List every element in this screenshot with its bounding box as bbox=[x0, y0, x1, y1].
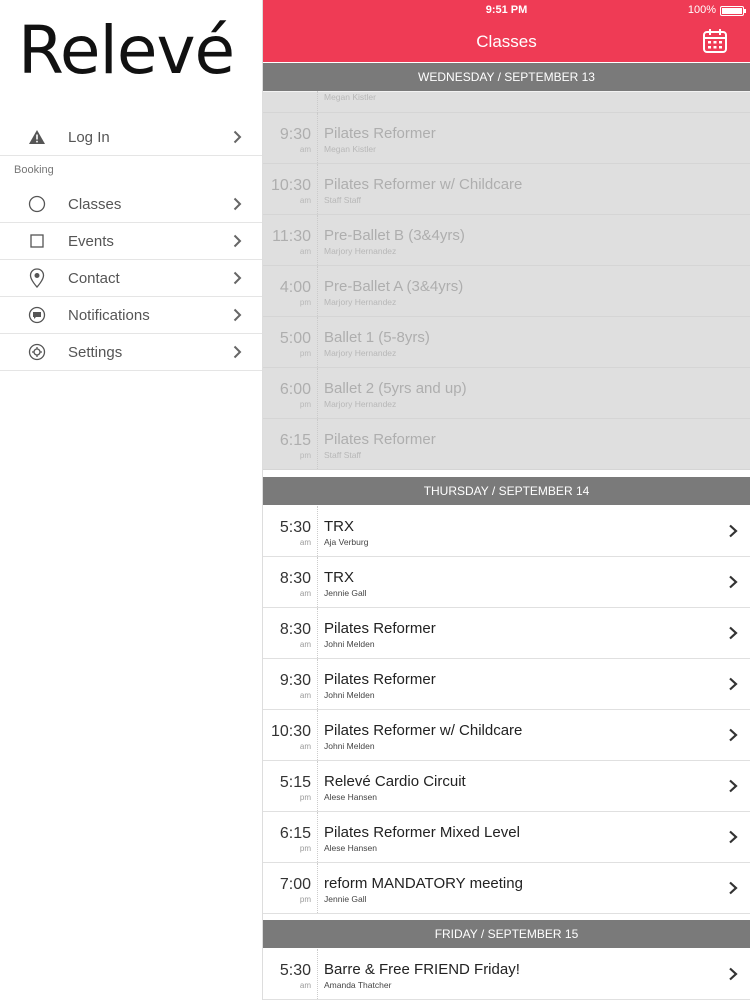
battery-icon bbox=[720, 6, 744, 16]
instructor-name: Alese Hansen bbox=[324, 792, 377, 802]
chevron-right-icon bbox=[728, 728, 738, 742]
class-time: 5:30 bbox=[279, 962, 311, 979]
class-name: Pilates Reformer bbox=[324, 671, 436, 688]
class-name: Pilates Reformer bbox=[324, 125, 436, 142]
class-ampm: am bbox=[299, 691, 311, 700]
table-row[interactable] bbox=[263, 215, 750, 266]
class-name: Ballet 1 (5-8yrs) bbox=[324, 329, 430, 346]
sidebar-item-contact[interactable] bbox=[0, 260, 262, 297]
table-row[interactable] bbox=[263, 317, 750, 368]
class-time: 11:30 bbox=[272, 228, 311, 245]
class-time: 7:00 bbox=[279, 876, 311, 893]
class-time: 6:15 bbox=[279, 825, 311, 842]
class-ampm: pm bbox=[299, 451, 311, 460]
class-name: Pilates Reformer bbox=[324, 620, 436, 637]
table-row[interactable] bbox=[263, 164, 750, 215]
class-time: 8:30 bbox=[279, 570, 311, 587]
sidebar-item-label: Notifications bbox=[68, 306, 150, 324]
class-ampm: pm bbox=[299, 298, 311, 307]
class-ampm: am bbox=[299, 640, 311, 649]
sidebar bbox=[0, 0, 263, 1000]
class-name: TRX bbox=[324, 569, 354, 586]
table-row[interactable] bbox=[263, 266, 750, 317]
status-time: 9:51 PM bbox=[485, 4, 528, 16]
instructor-name: Staff Staff bbox=[324, 450, 362, 460]
class-name: Pilates Reformer bbox=[324, 431, 436, 448]
chevron-right-icon bbox=[230, 130, 244, 144]
table-row[interactable] bbox=[263, 368, 750, 419]
class-time: 8:30 bbox=[279, 621, 311, 638]
table-row[interactable] bbox=[263, 761, 750, 812]
table-row-partial[interactable] bbox=[263, 91, 750, 113]
instructor-name: Megan Kistler bbox=[324, 92, 376, 102]
class-name: Pre-Ballet A (3&4yrs) bbox=[324, 278, 464, 295]
chevron-right-icon bbox=[728, 524, 738, 538]
instructor-name: Amanda Thatcher bbox=[324, 980, 392, 990]
sidebar-item-classes[interactable] bbox=[0, 186, 262, 223]
class-ampm: am bbox=[299, 589, 311, 598]
instructor-name: Marjory Hernandez bbox=[324, 399, 397, 409]
class-name: Pilates Reformer w/ Childcare bbox=[324, 722, 523, 739]
chevron-right-icon bbox=[230, 234, 244, 248]
instructor-name: Jennie Gall bbox=[324, 894, 367, 904]
sidebar-item-notifications[interactable] bbox=[0, 297, 262, 334]
login-item[interactable] bbox=[0, 119, 262, 156]
class-time: 10:30 bbox=[270, 177, 311, 194]
circle-icon bbox=[27, 194, 47, 214]
class-time: 10:30 bbox=[270, 723, 311, 740]
login-label: Log In bbox=[68, 128, 110, 146]
class-name: reform MANDATORY meeting bbox=[324, 875, 523, 892]
page-title: Classes bbox=[476, 32, 537, 51]
map-pin-icon bbox=[27, 268, 47, 288]
table-row[interactable] bbox=[263, 506, 750, 557]
gear-icon bbox=[27, 342, 47, 362]
table-row[interactable] bbox=[263, 949, 750, 1000]
chevron-right-icon bbox=[728, 626, 738, 640]
chevron-right-icon bbox=[728, 967, 738, 981]
class-name: Relevé Cardio Circuit bbox=[324, 773, 466, 790]
instructor-name: Marjory Hernandez bbox=[324, 348, 397, 358]
chevron-right-icon bbox=[728, 881, 738, 895]
class-time: 6:15 bbox=[279, 432, 311, 449]
chevron-right-icon bbox=[230, 197, 244, 211]
square-icon bbox=[27, 231, 47, 251]
day-header: THURSDAY / SEPTEMBER 14 bbox=[263, 477, 750, 505]
battery-percent: 100% bbox=[687, 4, 716, 16]
instructor-name: Staff Staff bbox=[324, 195, 362, 205]
class-time: 4:00 bbox=[279, 279, 311, 296]
instructor-name: Johni Melden bbox=[324, 741, 375, 751]
table-row[interactable] bbox=[263, 659, 750, 710]
class-ampm: am bbox=[299, 145, 311, 154]
instructor-name: Marjory Hernandez bbox=[324, 297, 397, 307]
chevron-right-icon bbox=[230, 271, 244, 285]
instructor-name: Marjory Hernandez bbox=[324, 246, 397, 256]
class-time: 5:30 bbox=[279, 519, 311, 536]
table-row[interactable] bbox=[263, 710, 750, 761]
class-ampm: am bbox=[299, 981, 311, 990]
status-bar bbox=[263, 0, 750, 22]
class-name: Pre-Ballet B (3&4yrs) bbox=[324, 227, 465, 244]
class-ampm: pm bbox=[299, 895, 311, 904]
class-ampm: pm bbox=[299, 793, 311, 802]
table-row[interactable] bbox=[263, 557, 750, 608]
chat-bubble-icon bbox=[27, 305, 47, 325]
sidebar-item-label: Events bbox=[68, 232, 114, 250]
instructor-name: Alese Hansen bbox=[324, 843, 377, 853]
sidebar-item-label: Contact bbox=[68, 269, 120, 287]
section-label-booking: Booking bbox=[14, 164, 54, 176]
calendar-icon bbox=[702, 28, 728, 54]
sidebar-item-settings[interactable] bbox=[0, 334, 262, 371]
instructor-name: Johni Melden bbox=[324, 690, 375, 700]
table-row[interactable] bbox=[263, 419, 750, 470]
chevron-right-icon bbox=[230, 345, 244, 359]
class-name: Pilates Reformer Mixed Level bbox=[324, 824, 520, 841]
table-row[interactable] bbox=[263, 812, 750, 863]
class-time: 9:30 bbox=[279, 126, 311, 143]
class-ampm: am bbox=[299, 247, 311, 256]
warning-icon bbox=[27, 127, 47, 147]
class-ampm: am bbox=[299, 742, 311, 751]
class-name: Pilates Reformer w/ Childcare bbox=[324, 176, 523, 193]
sidebar-item-events[interactable] bbox=[0, 223, 262, 260]
sidebar-item-label: Classes bbox=[68, 195, 122, 213]
classes-panel bbox=[263, 0, 750, 1000]
chevron-right-icon bbox=[728, 575, 738, 589]
sidebar-item-label: Settings bbox=[68, 343, 123, 361]
instructor-name: Megan Kistler bbox=[324, 144, 376, 154]
table-row[interactable] bbox=[263, 863, 750, 914]
class-time: 9:30 bbox=[279, 672, 311, 689]
chevron-right-icon bbox=[230, 308, 244, 322]
chevron-right-icon bbox=[728, 779, 738, 793]
app-logo: Relevé bbox=[18, 12, 235, 89]
class-ampm: pm bbox=[299, 349, 311, 358]
nav-bar bbox=[263, 22, 750, 62]
chevron-right-icon bbox=[728, 830, 738, 844]
class-name: Barre & Free FRIEND Friday! bbox=[324, 961, 520, 978]
table-row[interactable] bbox=[263, 113, 750, 164]
class-name: TRX bbox=[324, 518, 354, 535]
day-header: WEDNESDAY / SEPTEMBER 13 bbox=[263, 63, 750, 91]
class-ampm: am bbox=[299, 196, 311, 205]
chevron-right-icon bbox=[728, 677, 738, 691]
class-name: Ballet 2 (5yrs and up) bbox=[324, 380, 467, 397]
class-time: 6:00 bbox=[279, 381, 311, 398]
class-ampm: pm bbox=[299, 844, 311, 853]
class-time: 5:00 bbox=[279, 330, 311, 347]
class-ampm: am bbox=[299, 538, 311, 547]
instructor-name: Aja Verburg bbox=[324, 537, 369, 547]
calendar-button[interactable] bbox=[702, 28, 728, 54]
day-header: FRIDAY / SEPTEMBER 15 bbox=[263, 920, 750, 948]
class-ampm: pm bbox=[299, 400, 311, 409]
instructor-name: Jennie Gall bbox=[324, 588, 367, 598]
table-row[interactable] bbox=[263, 608, 750, 659]
instructor-name: Johni Melden bbox=[324, 639, 375, 649]
class-time: 5:15 bbox=[279, 774, 311, 791]
